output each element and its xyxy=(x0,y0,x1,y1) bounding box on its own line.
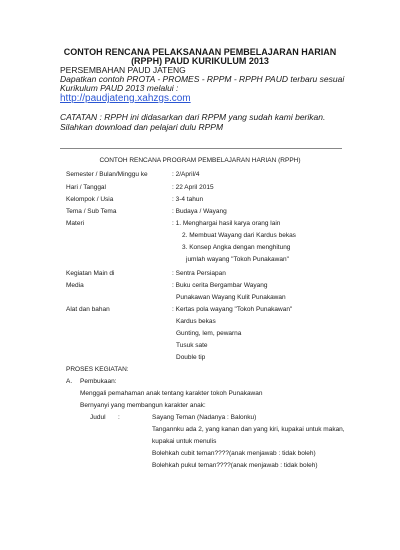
alat-item: Tusuk sate xyxy=(176,342,208,349)
judul-colon: : xyxy=(118,414,120,421)
materi-item-3-cont: jumlah wayang "Tokoh Punakawan" xyxy=(186,256,289,263)
page-title-line1: CONTOH RENCANA PELAKSANAAN PEMBELAJARAN HARIAN xyxy=(63,47,337,57)
field-value-hari: : 22 April 2015 xyxy=(172,184,214,191)
field-value-kegiatan: : Sentra Persiapan xyxy=(172,270,226,277)
intro-text-line2: Kurikulum PAUD 2013 melalui : xyxy=(60,83,179,93)
pembukaan-line: Menggali pemahaman anak tentang karakter tokoh Punakawan xyxy=(80,390,263,397)
materi-item-3: 3. Konsep Angka dengan menghitung xyxy=(182,244,291,251)
field-label-tema: Tema / Sub Tema xyxy=(66,208,117,215)
page-title-line2: (RPPH) PAUD KURIKULUM 2013 xyxy=(131,56,269,66)
section-letter: A. xyxy=(66,378,73,385)
alat-item: Kardus bekas xyxy=(176,318,216,325)
field-label-hari: Hari / Tanggal xyxy=(66,184,106,191)
rpph-title: CONTOH RENCANA PROGRAM PEMBELAJARAN HARIAN (RPPH) xyxy=(99,157,301,164)
field-value-alat: : Kertas pola wayang "Tokoh Punakawan" xyxy=(172,306,293,313)
field-label-materi: Materi xyxy=(66,220,85,227)
alat-item: Double tip xyxy=(176,354,206,361)
song-line: Bolehkah cubit teman????(anak menjawab : tidak boleh) xyxy=(152,450,316,457)
field-label-kelompok: Kelompok / Usia xyxy=(66,196,114,203)
note-line2: Silahkan download dan pelajari dulu RPPM xyxy=(60,122,224,132)
field-value-media-cont: Punakawan Wayang Kulit Punakawan xyxy=(176,294,286,301)
song-line: kupakai untuk menulis xyxy=(152,438,217,445)
website-link[interactable]: http://paudjateng.xahzgs.com xyxy=(60,93,191,104)
proses-heading: PROSES KEGIATAN: xyxy=(66,366,129,373)
field-label-alat: Alat dan bahan xyxy=(66,306,110,313)
field-value-semester: : 2/April/4 xyxy=(172,171,200,178)
field-label-kegiatan: Kegiatan Main di xyxy=(66,270,115,277)
alat-item: Gunting, lem, pewarna xyxy=(176,330,242,337)
song-line: Bolehkah pukul teman????(anak menjawab : tidak boleh) xyxy=(152,462,318,469)
judul-value: Sayang Teman (Nadanya : Balonku) xyxy=(152,414,257,421)
field-value-kelompok: : 3-4 tahun xyxy=(172,196,204,203)
field-value-tema: : Budaya / Wayang xyxy=(172,208,227,215)
divider-line xyxy=(60,148,342,149)
judul-label: Judul xyxy=(90,414,106,421)
materi-item-2: 2. Membuat Wayang dari Kardus bekas xyxy=(182,232,296,239)
field-value-media: : Buku cerita Bergambar Wayang xyxy=(172,282,268,289)
pembukaan-line: Bernyanyi yang membangun karakter anak: xyxy=(80,402,206,409)
intro-heading: PERSEMBAHAN PAUD JATENG xyxy=(60,65,186,75)
field-label-media: Media xyxy=(66,282,84,289)
field-value-materi: : 1. Menghargai hasil karya orang lain xyxy=(172,220,281,227)
song-line: Tangannku ada 2, yang kanan dan yang kiri, kupakai untuk makan, xyxy=(152,426,345,433)
note-line1: CATATAN : RPPH ini didasarkan dari RPPM yang sudah kami berikan. xyxy=(60,112,326,122)
pembukaan-heading: Pembukaan: xyxy=(80,378,117,385)
intro-text-line1: Dapatkan contoh PROTA - PROMES - RPPM - RPPH PAUD terbaru sesuai xyxy=(60,74,345,84)
field-label-semester: Semester / Bulan/Minggu ke xyxy=(66,171,148,178)
